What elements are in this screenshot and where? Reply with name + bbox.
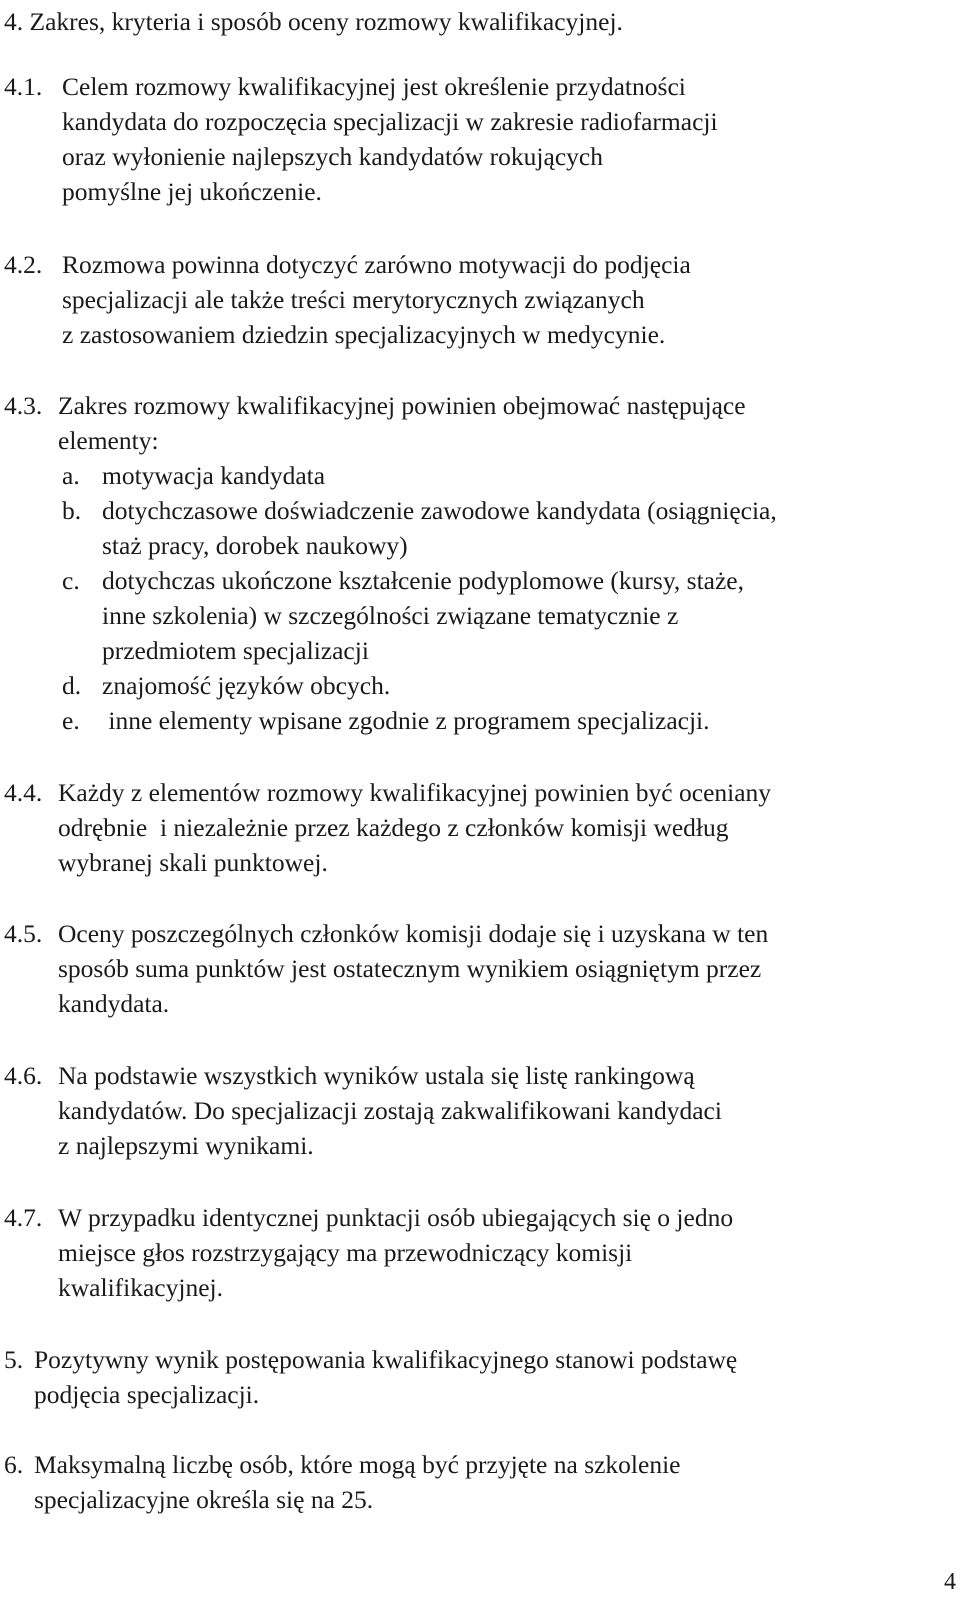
paragraph-line: sposób suma punktów jest ostatecznym wynikiem osiągniętym przez	[58, 954, 762, 983]
list-letter: e.	[62, 706, 80, 735]
paragraph-line: kandydata.	[58, 989, 170, 1018]
paragraph-number: 4.6.	[4, 1061, 43, 1090]
paragraph-line: wybranej skali punktowej.	[58, 848, 328, 877]
section-line: Pozytywny wynik postępowania kwalifikacyjnego stanowi podstawę	[34, 1345, 738, 1374]
paragraph-number: 4.2.	[4, 250, 43, 279]
paragraph-line: elementy:	[58, 426, 159, 455]
list-item-text: inne elementy wpisane zgodnie z programem specjalizacji.	[102, 706, 710, 735]
paragraph-line: specjalizacji ale także treści merytorycznych związanych	[62, 285, 645, 314]
paragraph-line: odrębnie i niezależnie przez każdego z członków komisji według	[58, 813, 729, 842]
paragraph-line: Celem rozmowy kwalifikacyjnej jest określenie przydatności	[62, 72, 686, 101]
paragraph-line: Zakres rozmowy kwalifikacyjnej powinien obejmować następujące	[58, 391, 746, 420]
list-letter: b.	[62, 496, 82, 525]
page-number: 4	[944, 1569, 956, 1595]
paragraph-line: Oceny poszczególnych członków komisji dodaje się i uzyskana w ten	[58, 919, 769, 948]
paragraph-number: 4.1.	[4, 72, 43, 101]
list-item-text: inne szkolenia) w szczególności związane tematycznie z	[102, 601, 679, 630]
paragraph-number: 4.3.	[4, 391, 43, 420]
paragraph-line: oraz wyłonienie najlepszych kandydatów rokujących	[62, 142, 603, 171]
list-letter: d.	[62, 671, 82, 700]
list-item-text: dotychczas ukończone kształcenie podyplomowe (kursy, staże,	[102, 566, 744, 595]
list-item-text: motywacja kandydata	[102, 461, 326, 490]
paragraph-line: z najlepszymi wynikami.	[58, 1131, 314, 1160]
paragraph-line: pomyślne jej ukończenie.	[62, 177, 322, 206]
section-line: podjęcia specjalizacji.	[34, 1380, 260, 1409]
list-item-text: staż pracy, dorobek naukowy)	[102, 531, 408, 560]
paragraph-number: 4.4.	[4, 778, 43, 807]
list-item-text: przedmiotem specjalizacji	[102, 636, 369, 665]
list-item-text: dotychczasowe doświadczenie zawodowe kandydata (osiągnięcia,	[102, 496, 777, 525]
paragraph-number: 4.5.	[4, 919, 43, 948]
paragraph-line: Każdy z elementów rozmowy kwalifikacyjnej powinien być oceniany	[58, 778, 772, 807]
section-number: 6.	[4, 1450, 24, 1479]
paragraph-line: miejsce głos rozstrzygający ma przewodniczący komisji	[58, 1238, 633, 1267]
paragraph-line: Rozmowa powinna dotyczyć zarówno motywacji do podjęcia	[62, 250, 691, 279]
list-item-text: znajomość języków obcych.	[102, 671, 391, 700]
section-line: specjalizacyjne określa się na 25.	[34, 1485, 374, 1514]
paragraph-line: z zastosowaniem dziedzin specjalizacyjnych w medycynie.	[62, 320, 666, 349]
section-number: 5.	[4, 1345, 24, 1374]
paragraph-line: Na podstawie wszystkich wyników ustala się listę rankingową	[58, 1061, 695, 1090]
paragraph-line: W przypadku identycznej punktacji osób ubiegających się o jedno	[58, 1203, 734, 1232]
list-letter: a.	[62, 461, 80, 490]
paragraph-line: kandydatów. Do specjalizacji zostają zakwalifikowani kandydaci	[58, 1096, 722, 1125]
paragraph-line: kwalifikacyjnej.	[58, 1273, 223, 1302]
section-4-heading: 4. Zakres, kryteria i sposób oceny rozmowy kwalifikacyjnej.	[4, 7, 623, 36]
list-letter: c.	[62, 566, 80, 595]
paragraph-number: 4.7.	[4, 1203, 43, 1232]
section-line: Maksymalną liczbę osób, które mogą być przyjęte na szkolenie	[34, 1450, 681, 1479]
paragraph-line: kandydata do rozpoczęcia specjalizacji w zakresie radiofarmacji	[62, 107, 718, 136]
